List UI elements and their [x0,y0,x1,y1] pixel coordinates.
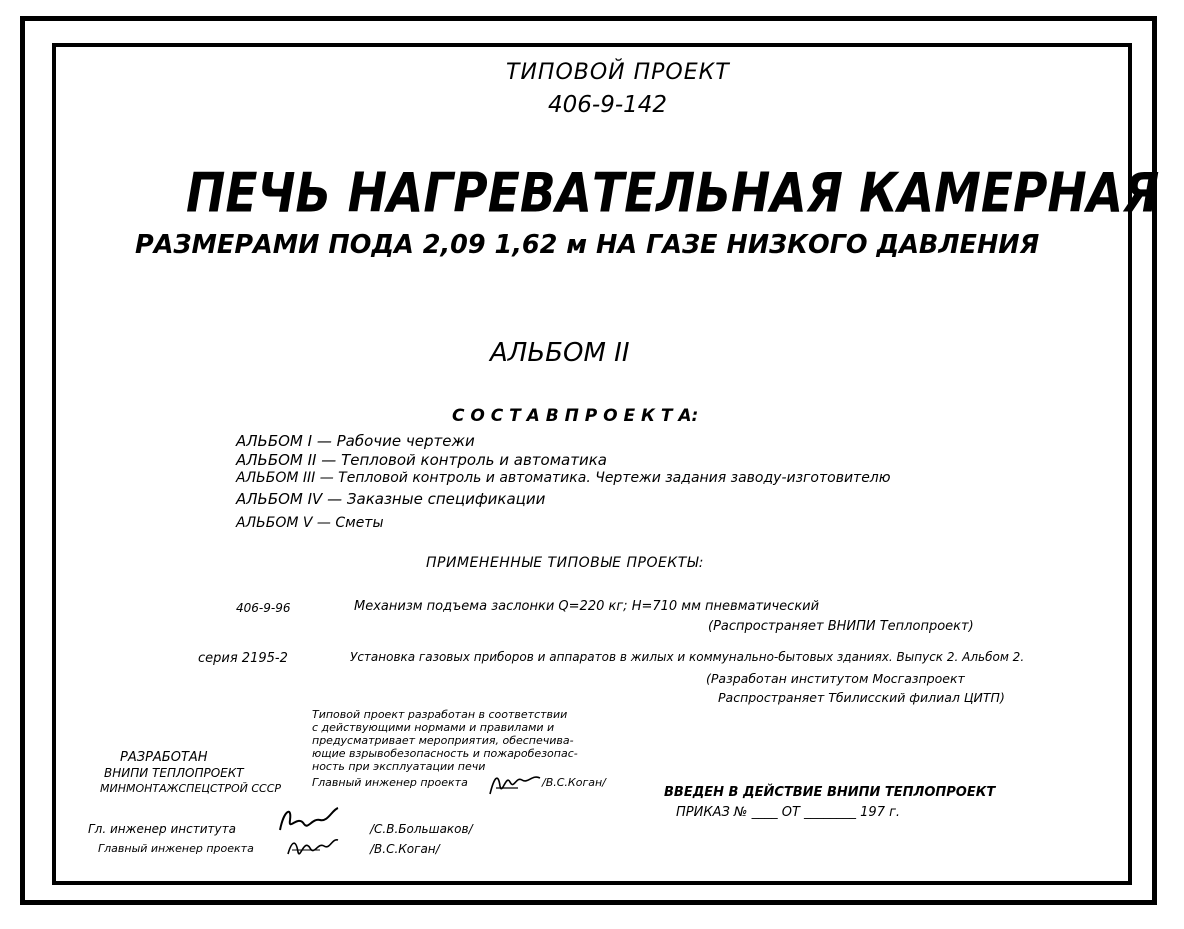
signature-chief-engineer [488,768,544,798]
album-code: АЛЬБОМ V [236,515,313,531]
album-code: АЛЬБОМ IV [236,490,323,508]
applied-row2-desc: Установка газовых приборов и аппаратов в жилых и коммунально-бытовых зданиях. Выпуск 2. Альбом 2. [350,650,1025,664]
album-desc: Рабочие чертежи [336,432,475,450]
subtitle: РАЗМЕРАМИ ПОДА 2,09 1,62 м НА ГАЗЕ НИЗКОГО ДАВЛЕНИЯ [135,230,1040,260]
dash: — [316,432,332,450]
compliance-line: ющие взрывобезопасность и пожаробезопас- [312,747,578,760]
enacted-line1: ВВЕДЕН В ДЕЙСТВИЕ ВНИПИ ТЕПЛОПРОЕКТ [664,785,996,800]
signature-name2: /В.С.Коган/ [370,842,440,856]
main-title: ПЕЧЬ НАГРЕВАТЕЛЬНАЯ КАМЕРНАЯ [186,162,1160,226]
signature-project-engineer [286,832,340,862]
chief-engineer-label: Главный инженер проекта [312,776,468,789]
list-item [236,451,607,469]
composition-heading: С О С Т А В П Р О Е К Т А: [452,406,699,426]
applied-heading: ПРИМЕНЕННЫЕ ТИПОВЫЕ ПРОЕКТЫ: [426,555,704,571]
applied-row1-code: 406-9-96 [236,601,291,615]
dash: — [316,515,331,531]
album-label: АЛЬБОМ II [490,338,630,368]
list-item [236,432,475,450]
compliance-line: с действующими нормами и правилами и [312,721,555,734]
album-code: АЛЬБОМ I [236,432,313,450]
album-desc: Тепловой контроль и автоматика. Чертежи задания заводу-изготовителю [338,470,891,486]
applied-row2-note1: (Разработан институтом Мосгазпроект [706,671,965,686]
album-desc: Заказные спецификации [346,490,546,508]
dash: — [327,490,343,508]
developer-line3: МИНМОНТАЖСПЕЦСТРОЙ СССР [100,782,282,795]
album-code: АЛЬБОМ II [236,451,317,469]
compliance-line: Типовой проект разработан в соответствии [312,708,568,721]
album-desc: Сметы [335,515,384,531]
signature-role1: Гл. инженер института [88,822,236,836]
developer-line2: ВНИПИ ТЕПЛОПРОЕКТ [104,766,244,780]
enacted-line2: ПРИКАЗ № ____ ОТ ________ 197 г. [676,805,901,820]
compliance-line: предусматривает мероприятия, обеспечива- [312,734,574,747]
chief-engineer-name: /В.С.Коган/ [542,776,606,789]
signature-name1: /С.В.Большаков/ [370,822,473,836]
signature-institute-engineer [276,804,342,834]
album-code: АЛЬБОМ III [236,470,316,486]
list-item [236,470,891,486]
compliance-line: ность при эксплуатации печи [312,760,486,773]
applied-row2-note2: Распространяет Тбилисский филиал ЦИТП) [718,690,1005,705]
album-desc: Тепловой контроль и автоматика [341,451,607,469]
list-item [236,515,384,531]
applied-row1-desc: Механизм подъема заслонки Q=220 кг; H=710 мм пневматический [354,599,820,614]
applied-row2-code: серия 2195-2 [198,651,288,666]
dash: — [321,451,337,469]
list-item [236,490,545,508]
signature-role2: Главный инженер проекта [98,842,254,855]
developer-line1: РАЗРАБОТАН [120,750,208,765]
dash: — [319,470,334,486]
applied-row1-note: (Распространяет ВНИПИ Теплопроект) [708,619,974,634]
project-number: 406-9-142 [548,92,668,118]
project-type: ТИПОВОЙ ПРОЕКТ [506,60,730,85]
